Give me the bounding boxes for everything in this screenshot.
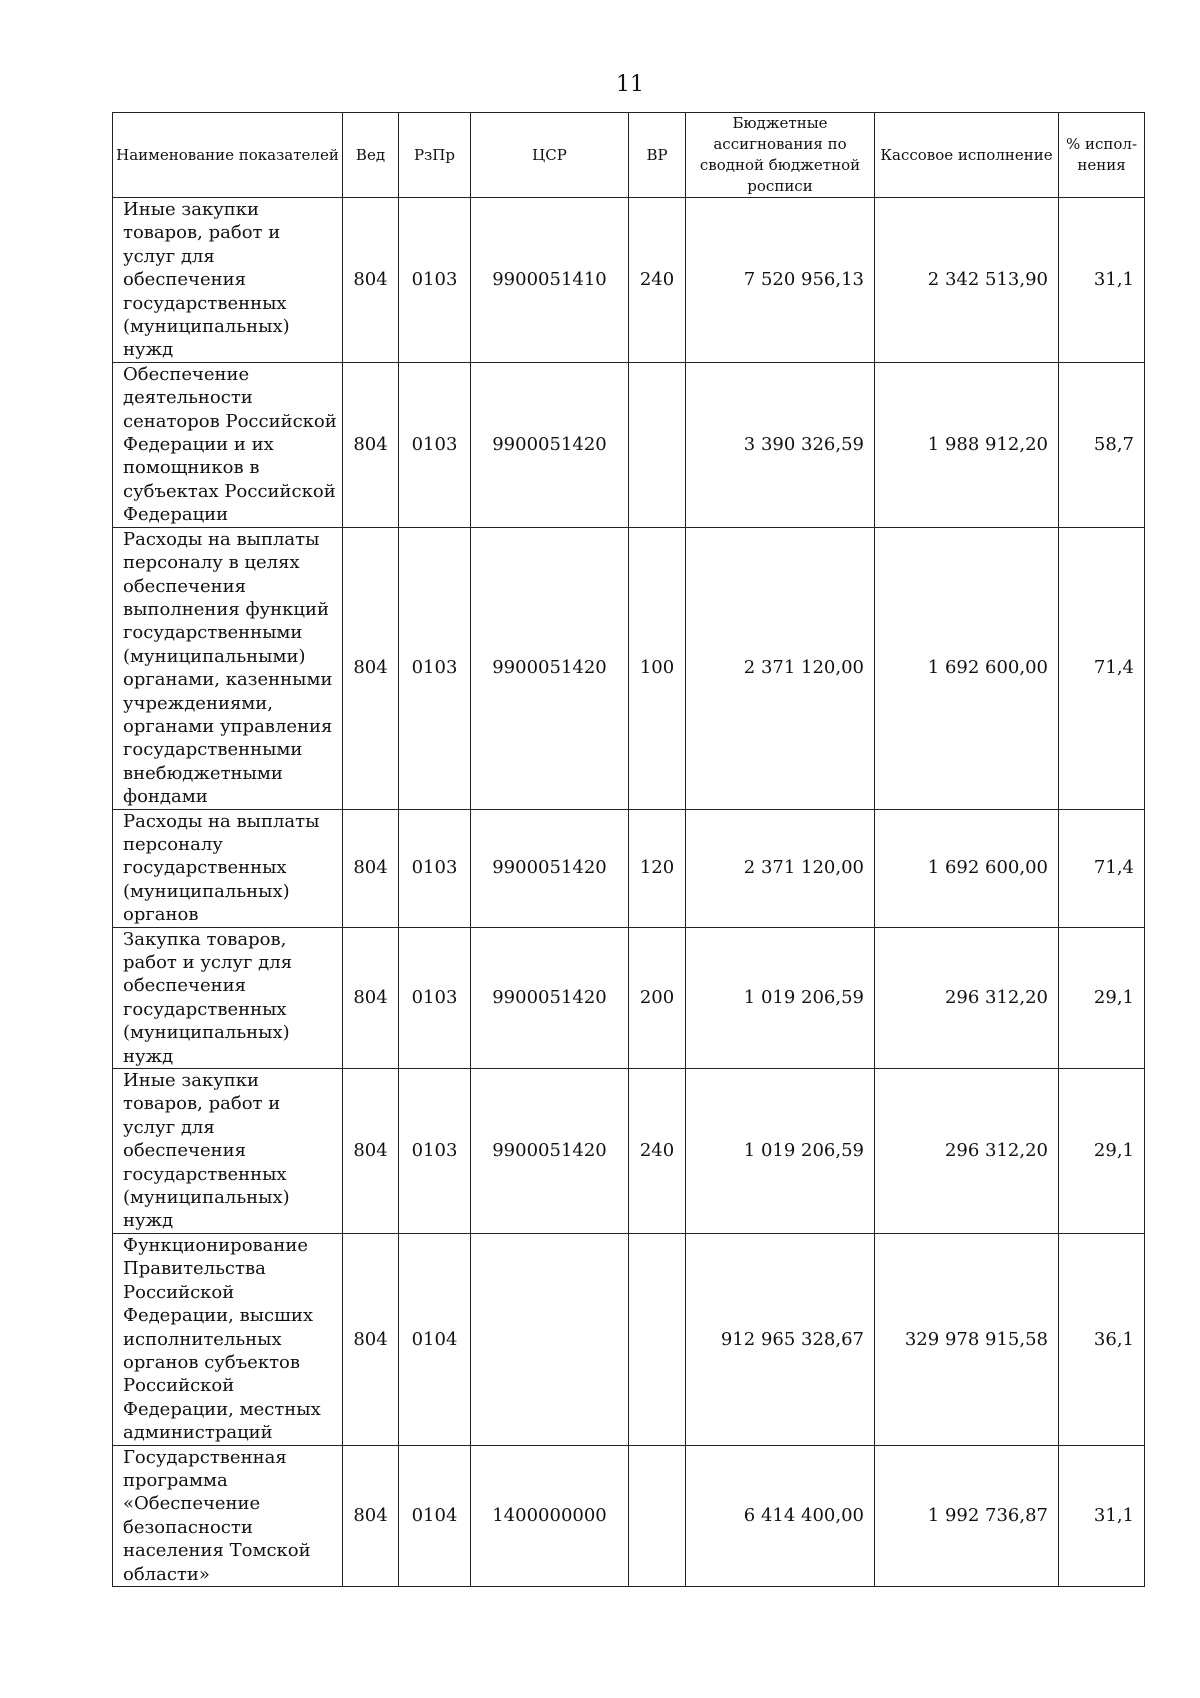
row-rzpr: 0103 [399,809,471,927]
row-vr: 240 [629,1069,686,1234]
row-cash: 1 992 736,87 [875,1445,1059,1586]
row-percent: 31,1 [1059,198,1145,363]
row-name: Государственная программа «Обеспечение безопасности населения Томской области» [113,1445,343,1586]
row-cash: 296 312,20 [875,1069,1059,1234]
row-rzpr: 0103 [399,198,471,363]
header-cash-execution: Кассовое исполнение [875,113,1059,198]
row-name: Иные закупки товаров, работ и услуг для обеспечения государственных (муниципальных) нужд [113,1069,343,1234]
row-percent: 29,1 [1059,927,1145,1068]
header-vr: ВР [629,113,686,198]
row-vr: 100 [629,527,686,809]
row-csr [471,1233,629,1445]
row-rzpr: 0103 [399,927,471,1068]
row-vr: 120 [629,809,686,927]
row-csr: 9900051420 [471,809,629,927]
row-vr [629,362,686,527]
row-ved: 804 [343,1445,399,1586]
row-assignments: 1 019 206,59 [686,927,875,1068]
row-csr: 9900051420 [471,362,629,527]
row-name: Закупка товаров, работ и услуг для обеспечения государственных (муниципальных) нужд [113,927,343,1068]
row-vr [629,1445,686,1586]
row-ved: 804 [343,198,399,363]
row-csr: 9900051410 [471,198,629,363]
row-assignments: 2 371 120,00 [686,527,875,809]
header-ved: Вед [343,113,399,198]
table-header-row [113,113,1145,198]
table-row [113,1069,1145,1234]
row-cash: 1 988 912,20 [875,362,1059,527]
row-percent: 29,1 [1059,1069,1145,1234]
row-rzpr: 0103 [399,362,471,527]
row-percent: 31,1 [1059,1445,1145,1586]
table-row [113,362,1145,527]
row-percent: 36,1 [1059,1233,1145,1445]
row-assignments: 2 371 120,00 [686,809,875,927]
row-vr [629,1233,686,1445]
row-assignments: 6 414 400,00 [686,1445,875,1586]
row-assignments: 7 520 956,13 [686,198,875,363]
header-name: Наименование показателей [113,113,343,198]
row-rzpr: 0104 [399,1233,471,1445]
row-csr: 9900051420 [471,1069,629,1234]
table-row [113,1445,1145,1586]
row-csr: 9900051420 [471,927,629,1068]
row-ved: 804 [343,927,399,1068]
table-row [113,927,1145,1068]
table-row [113,1233,1145,1445]
row-percent: 71,4 [1059,527,1145,809]
row-ved: 804 [343,362,399,527]
row-name: Расходы на выплаты персоналу в целях обеспечения выполнения функций государственными (муниципальными) органами, казенными учреждениями, органами управления государственными внебюджетными фондами [113,527,343,809]
row-cash: 2 342 513,90 [875,198,1059,363]
row-percent: 58,7 [1059,362,1145,527]
table-row [113,809,1145,927]
header-csr: ЦСР [471,113,629,198]
row-csr: 9900051420 [471,527,629,809]
row-assignments: 3 390 326,59 [686,362,875,527]
row-name: Расходы на выплаты персоналу государственных (муниципальных) органов [113,809,343,927]
row-rzpr: 0104 [399,1445,471,1586]
budget-execution-table [112,112,1145,1587]
row-ved: 804 [343,527,399,809]
row-percent: 71,4 [1059,809,1145,927]
row-cash: 1 692 600,00 [875,809,1059,927]
row-ved: 804 [343,1233,399,1445]
row-assignments: 912 965 328,67 [686,1233,875,1445]
row-assignments: 1 019 206,59 [686,1069,875,1234]
row-cash: 329 978 915,58 [875,1233,1059,1445]
row-ved: 804 [343,809,399,927]
row-rzpr: 0103 [399,527,471,809]
row-cash: 1 692 600,00 [875,527,1059,809]
row-vr: 240 [629,198,686,363]
header-percent: % испол-нения [1059,113,1145,198]
header-rzpr: РзПр [399,113,471,198]
row-vr: 200 [629,927,686,1068]
header-assignments: Бюджетные ассигнования по сводной бюджетной росписи [686,113,875,198]
row-name: Иные закупки товаров, работ и услуг для обеспечения государственных (муниципальных) нужд [113,198,343,363]
row-name: Обеспечение деятельности сенаторов Российской Федерации и их помощников в субъектах Российской Федерации [113,362,343,527]
table-row [113,527,1145,809]
table-row [113,198,1145,363]
row-ved: 804 [343,1069,399,1234]
row-rzpr: 0103 [399,1069,471,1234]
row-cash: 296 312,20 [875,927,1059,1068]
row-name: Функционирование Правительства Российской Федерации, высших исполнительных органов субъектов Российской Федерации, местных администраций [113,1233,343,1445]
page-number: 11 [616,72,644,97]
row-csr: 1400000000 [471,1445,629,1586]
